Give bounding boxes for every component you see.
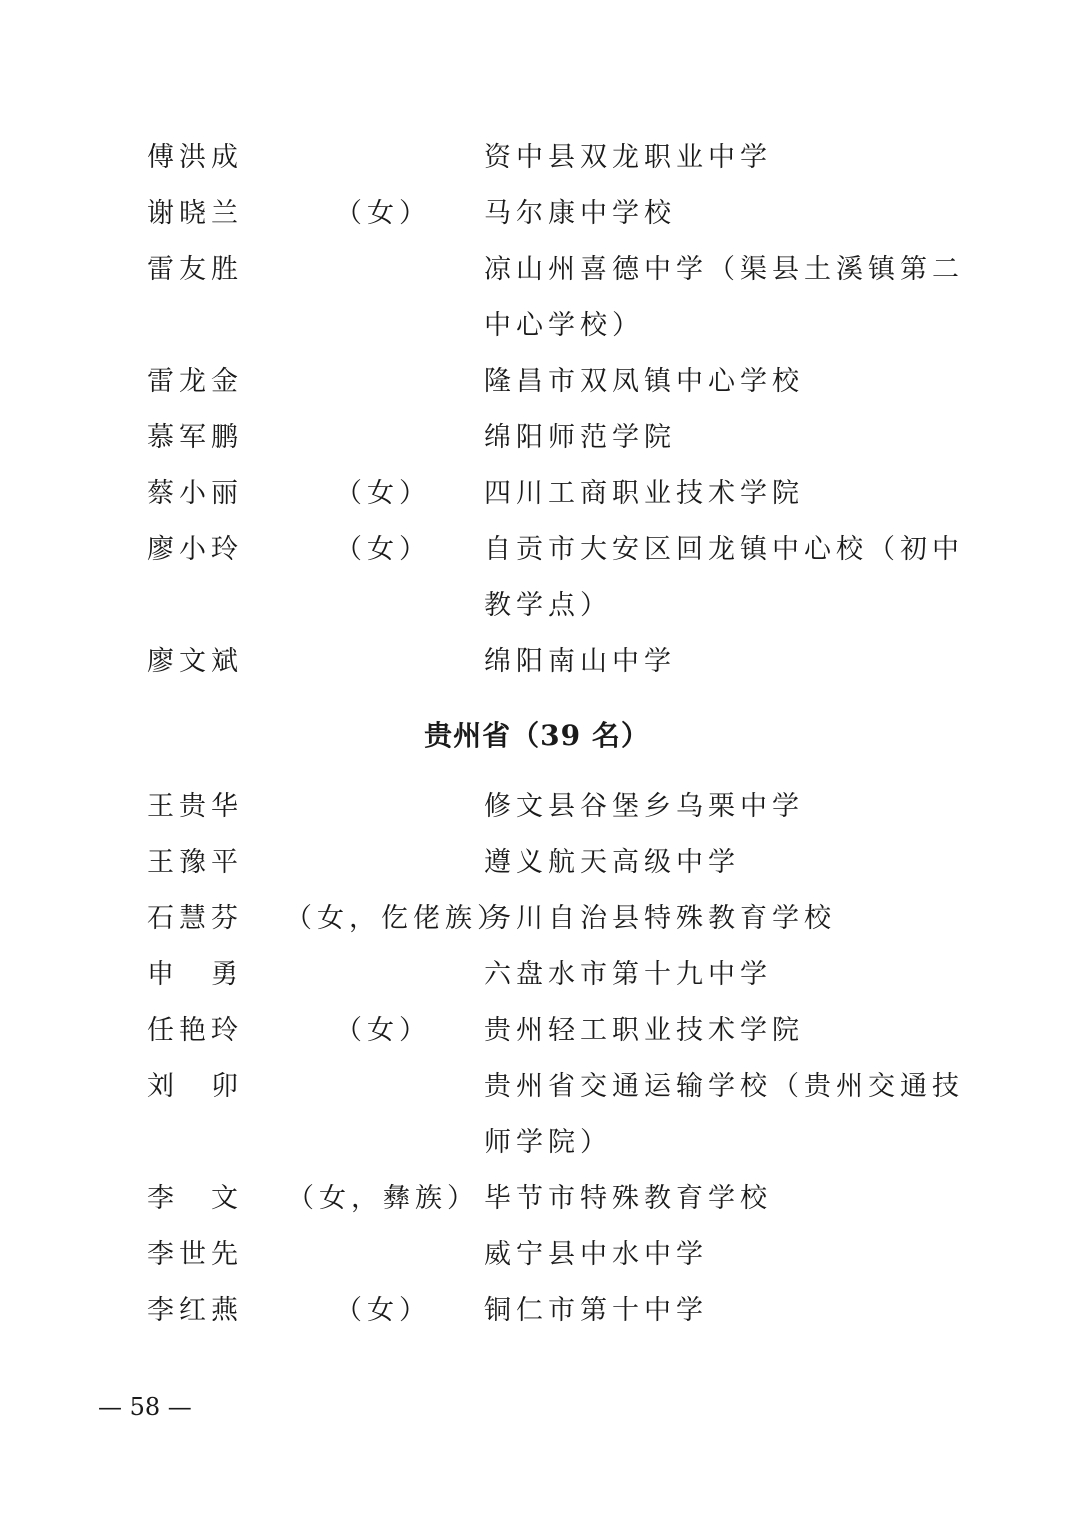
school-name: 四川工商职业技术学院: [484, 478, 804, 509]
person-name: 慕军鹏: [147, 422, 243, 453]
list-item: [0, 186, 1074, 242]
school-name: 资中县双龙职业中学: [484, 142, 772, 173]
name-list-guizhou: [0, 779, 1074, 1339]
school-name: 绵阳南山中学: [484, 646, 676, 677]
list-item: [0, 1059, 1074, 1171]
list-item: [0, 242, 1074, 354]
list-item: [0, 466, 1074, 522]
person-name: 刘 卯: [147, 1071, 243, 1102]
school-name: 自贡市大安区回龙镇中心校（初中教学点）: [484, 534, 964, 621]
school-name: 修文县谷堡乡乌栗中学: [484, 791, 804, 822]
list-item: [0, 410, 1074, 466]
school-name: 务川自治县特殊教育学校: [484, 903, 836, 934]
section-heading-guizhou: 贵州省（39 名）: [424, 719, 650, 752]
list-item: [0, 947, 1074, 1003]
person-name: 李红燕: [147, 1295, 243, 1326]
list-item: [0, 1003, 1074, 1059]
list-item: [0, 522, 1074, 634]
person-name: 李 文: [147, 1183, 243, 1214]
list-item: [0, 354, 1074, 410]
person-name: 廖小玲: [147, 534, 243, 565]
person-name: 石慧芬: [147, 903, 243, 934]
person-name: 谢晓兰: [147, 198, 243, 229]
list-item: [0, 130, 1074, 186]
list-item: [0, 779, 1074, 835]
list-item: [0, 835, 1074, 891]
person-note: （女，仡佬族）: [285, 903, 509, 934]
person-note: （女）: [335, 198, 431, 229]
list-item: [0, 1283, 1074, 1339]
school-name: 绵阳师范学院: [484, 422, 676, 453]
list-item: [0, 1171, 1074, 1227]
school-name: 贵州轻工职业技术学院: [484, 1015, 804, 1046]
list-item: [0, 634, 1074, 690]
person-name: 雷友胜: [147, 254, 243, 285]
school-name: 隆昌市双凤镇中心学校: [484, 366, 804, 397]
school-name: 毕节市特殊教育学校: [484, 1183, 772, 1214]
school-name: 马尔康中学校: [484, 198, 676, 229]
person-name: 雷龙金: [147, 366, 243, 397]
person-name: 王贵华: [147, 791, 243, 822]
person-name: 廖文斌: [147, 646, 243, 677]
school-name: 铜仁市第十中学: [484, 1295, 708, 1326]
school-name: 六盘水市第十九中学: [484, 959, 772, 990]
list-item: [0, 1227, 1074, 1283]
person-name: 蔡小丽: [147, 478, 243, 509]
person-name: 王豫平: [147, 847, 243, 878]
person-note: （女，彝族）: [287, 1183, 479, 1214]
person-name: 任艳玲: [147, 1015, 243, 1046]
school-name: 贵州省交通运输学校（贵州交通技师学院）: [484, 1071, 964, 1158]
person-name: 申 勇: [147, 959, 243, 990]
person-name: 傅洪成: [147, 142, 243, 173]
person-note: （女）: [335, 1295, 431, 1326]
name-list-sichuan: [0, 130, 1074, 690]
list-item: [0, 891, 1074, 947]
person-note: （女）: [335, 534, 431, 565]
person-note: （女）: [335, 478, 431, 509]
school-name: 威宁县中水中学: [484, 1239, 708, 1270]
page-number: — 58 —: [98, 1393, 192, 1421]
person-note: （女）: [335, 1015, 431, 1046]
person-name: 李世先: [147, 1239, 243, 1270]
school-name: 遵义航天高级中学: [484, 847, 740, 878]
school-name: 凉山州喜德中学（渠县土溪镇第二中心学校）: [484, 254, 964, 341]
